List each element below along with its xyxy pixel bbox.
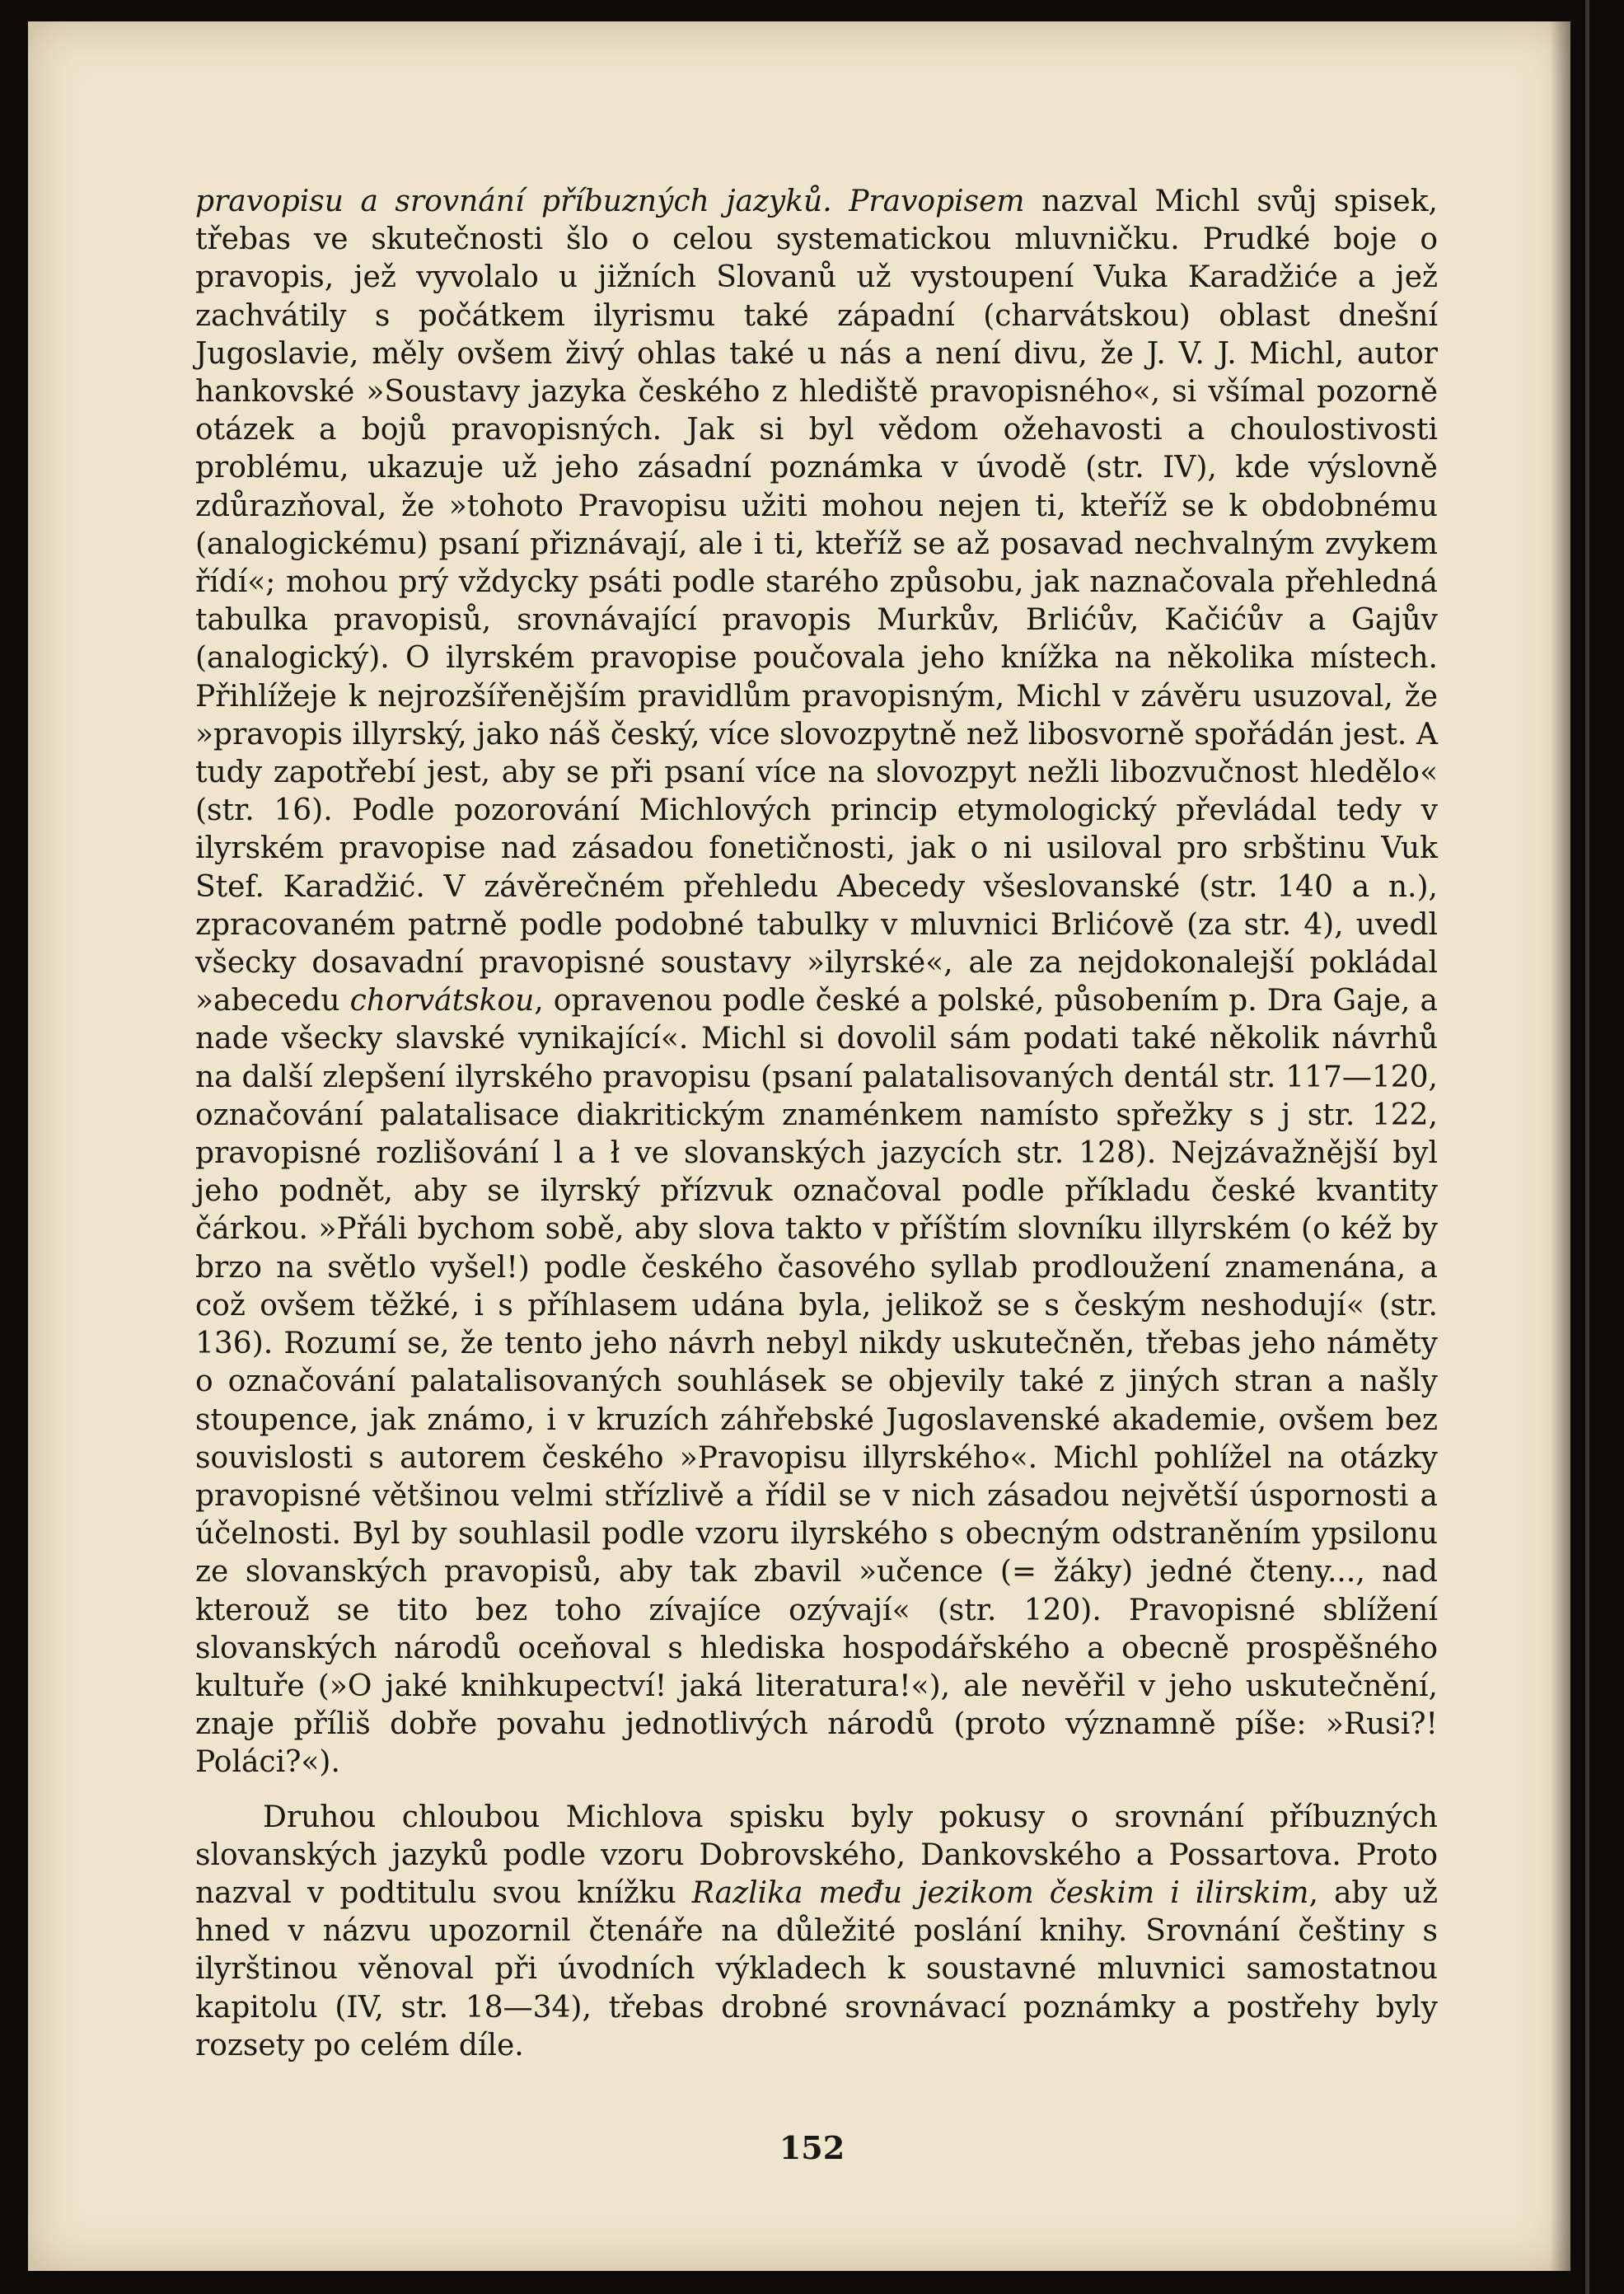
italic-word: chorvátskou [349, 984, 535, 1018]
text-run: , aby už hned v názvu upozornil čtenáře na důležité poslání knihy. Srovnání češtiny s ilyrštinou věnoval při úvodních výkladech k soustavné mluvnici samostatnou kapitolu (IV, str. 18—34), třebas drobné srovnávací poznámky a postřehy byly rozsety po celém díle. [195, 1875, 1438, 2062]
binding-edge [1585, 0, 1589, 2294]
paragraph-1 [195, 183, 1438, 1782]
paragraph-2 [195, 1799, 1438, 2065]
text-run: nazval Michl svůj spisek, třebas ve skutečnosti šlo o celou systematickou mluvničku. Prudké boje o pravopis, jež vyvolalo u jižních Slovanů už vystoupení Vuka Karadžiće a jež zachvátily s počátkem ilyrismu také západní (charvátskou) oblast dnešní Jugoslavie, měly ovšem živý ohlas také u nás a není divu, že J. V. J. Michl, autor hankovské »Soustavy jazyka českého z hlediště pravopisného«, si všímal pozorně otázek a bojů pravopisných. Jak si byl vědom ožehavosti a choulostivosti problému, ukazuje už jeho zásadní poznámka v úvodě (str. IV), kde výslovně zdůrazňoval, že »tohoto Pravopisu užiti mohou nejen ti, kteříž se k obdobnému (analogickému) psaní přiznávají, ale i ti, kteříž se až posavad nechvalným zvykem řídí«; mohou prý vždycky psáti podle starého způsobu, jak naznačovala přehledná tabulka pravopisů, srovnávající pravopis Murkův, Brlićův, Kačićův a Gajův (analogický). O ilyrském pravopise poučovala jeho knížka na několika místech. Přihlížeje k nejrozšířenějším pravidlům pravopisným, Michl v závěru usuzoval, že »pravopis illyrský, jako náš český, více slovozpytně než libosvorně spořádán jest. A tudy zapotřebí jest, aby se při psaní více na slovozpyt nežli libozvučnost hledělo« (str. 16). Podle pozorování Michlových princip etymologický převládal tedy v ilyrském pravopise nad zásadou fonetičnosti, jak o ni usiloval pro srbštinu Vuk Stef. Karadžić. V závěrečném přehledu Abecedy všeslovanské (str. 140 a n.), zpracovaném patrně podle podobné tabulky v mluvnici Brlićově (za str. 4), uvedl všecky dosavadní pravopisné soustavy »ilyrské«, ale za nejdokonalejší pokládal »abecedu [195, 185, 1438, 1018]
text-run: , opravenou podle české a polské, působením p. Dra Gaje, a nade všecky slavské vynikající«. Michl si dovolil sám podati také několik návrhů na další zlepšení ilyrského pravopisu (psaní palatalisovaných dentál str. 117—120, označování palatalisace diakritickým znaménkem namísto spřežky s j str. 122, pravopisné rozlišování l a ł ve slovanských jazycích str. 128). Nejzávažnější byl jeho podnět, aby se ilyrský přízvuk označoval podle příkladu české kvantity čárkou. »Přáli bychom sobě, aby slova takto v příštím slovníku illyrském (o kéž by brzo na světlo vyšel!) podle českého časového syllab prodloužení znamenána, a což ovšem těžké, i s příhlasem udána byla, jelikož se s českým neshodují« (str. 136). Rozumí se, že tento jeho návrh nebyl nikdy uskutečněn, třebas jeho náměty o označování palatalisovaných souhlásek se objevily také z jiných stran a našly stoupence, jak známo, i v kruzích záhřebské Jugoslavenské akademie, ovšem bez souvislosti s autorem českého »Pravopisu illyrského«. Michl pohlížel na otázky pravopisné většinou velmi střízlivě a řídil se v nich zásadou největší úspornosti a účelnosti. Byl by souhlasil podle vzoru ilyrského s obecným odstraněním ypsilonu ze slovanských pravopisů, aby tak zbavil »učence (= žáky) jedné čteny..., nad kterouž se tito bez toho zívajíce ozývají« (str. 120). Pravopisné sblížení slovanských národů oceňoval s hlediska hospodářského a obecně prospěšného kultuře (»O jaké knihkupectví! jaká literatura!«), ale nevěřil v jeho uskutečnění, znaje příliš dobře povahu jednotlivých národů (proto významně píše: »Rusi?! Poláci?«). [195, 984, 1438, 1780]
text-run: Druhou chloubou Michlova spisku byly pokusy o srovnání příbuzných slovanských jazyků podle vzoru Dobrovského, Dankovského a Possartova. Proto nazval v podtitulu svou knížku [195, 1800, 1438, 1910]
book-subtitle: Razlika među jezikom českim i ilirskim [691, 1875, 1309, 1910]
body-text [195, 183, 1438, 2065]
italic-phrase: pravopisu a srovnání příbuzných jazyků. Pravopisem [195, 185, 1025, 218]
page-number: 152 [779, 2129, 845, 2166]
